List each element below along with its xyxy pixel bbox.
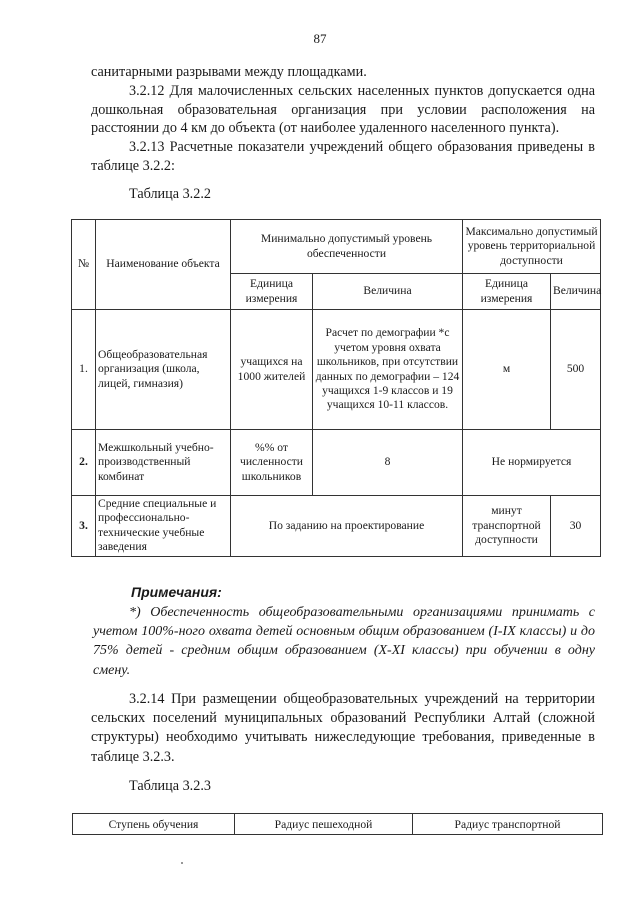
- row-1-num: 1.: [72, 310, 96, 430]
- row-3-value-2: 30: [551, 496, 601, 557]
- row-1-value-2: 500: [551, 310, 601, 430]
- header-walking-radius: Радиус пешеходной: [235, 814, 413, 835]
- row-1-unit: учащихся на 1000 жителей: [231, 310, 313, 430]
- paragraph-3-2-13: 3.2.13 Расчетные показатели учреждений общего образования приведены в таблице 3.2.2:: [91, 139, 595, 174]
- header-value-2: Величина: [551, 274, 601, 310]
- scan-speck: [181, 862, 183, 864]
- header-max-level: Максимально допустимый уровень территориальной доступности: [463, 220, 601, 274]
- page-number: 87: [313, 31, 327, 46]
- row-1-name: Общеобразовательная организация (школа, лицей, гимназия): [96, 310, 231, 430]
- row-3-name: Средние специальные и профессионально-технические учебные заведения: [96, 496, 231, 557]
- row-3-min: По заданию на проектирование: [231, 496, 463, 557]
- table-3-2-3: [72, 813, 603, 835]
- header-unit: Единица измерения: [231, 274, 313, 310]
- row-2-unit: %% от численности школьников: [231, 430, 313, 496]
- table-3-2-2: [71, 219, 601, 557]
- paragraph-continuation: санитарными разрывами между площадками.: [91, 64, 367, 80]
- row-2-num: 2.: [72, 430, 96, 496]
- row-2-name: Межшкольный учебно-производственный комбинат: [96, 430, 231, 496]
- paragraph-3-2-12: 3.2.12 Для малочисленных сельских населенных пунктов допускается одна дошкольная образовательная организация при условии расположения на расстоянии до 4 км до объекта (от наиболее удаленного населенного пункта).: [91, 83, 595, 137]
- row-2-max: Не нормируется: [463, 430, 601, 496]
- table-3-2-2-caption: Таблица 3.2.2: [129, 186, 211, 202]
- header-unit-2: Единица измерения: [463, 274, 551, 310]
- table-3-2-3-caption: Таблица 3.2.3: [129, 778, 211, 794]
- paragraph-3-2-14: 3.2.14 При размещении общеобразовательных учреждений на территории сельских поселений муниципальных образований Республики Алтай (сложной структуры) необходимо учитывать нижеследующие требования, приведенные в таблице 3.2.3.: [91, 691, 595, 765]
- row-2-value: 8: [313, 430, 463, 496]
- header-education-level: Ступень обучения: [73, 814, 235, 835]
- header-transport-radius: Радиус транспортной: [413, 814, 603, 835]
- header-name: Наименование объекта: [96, 220, 231, 310]
- row-3-unit-2: минут транспортной доступности: [463, 496, 551, 557]
- header-min-level: Минимально допустимый уровень обеспеченности: [231, 220, 463, 274]
- header-num: №: [72, 220, 96, 310]
- row-3-num: 3.: [72, 496, 96, 557]
- header-value: Величина: [313, 274, 463, 310]
- notes-text: *) Обеспеченность общеобразовательными организациями принимать с учетом 100%-ного охвата детей основным общим образованием (I-IX классы) и до 75% детей - средним общим образованием (X-XI классы) при обучении в одну смену.: [93, 605, 595, 678]
- row-1-unit-2: м: [463, 310, 551, 430]
- notes-heading: Примечания:: [131, 584, 222, 600]
- row-1-value: Расчет по демографии *с учетом уровня охвата школьников, при отсутствии данных по демографии – 124 учащихся 1-9 классов и 19 учащихся 10-11 классов.: [313, 310, 463, 430]
